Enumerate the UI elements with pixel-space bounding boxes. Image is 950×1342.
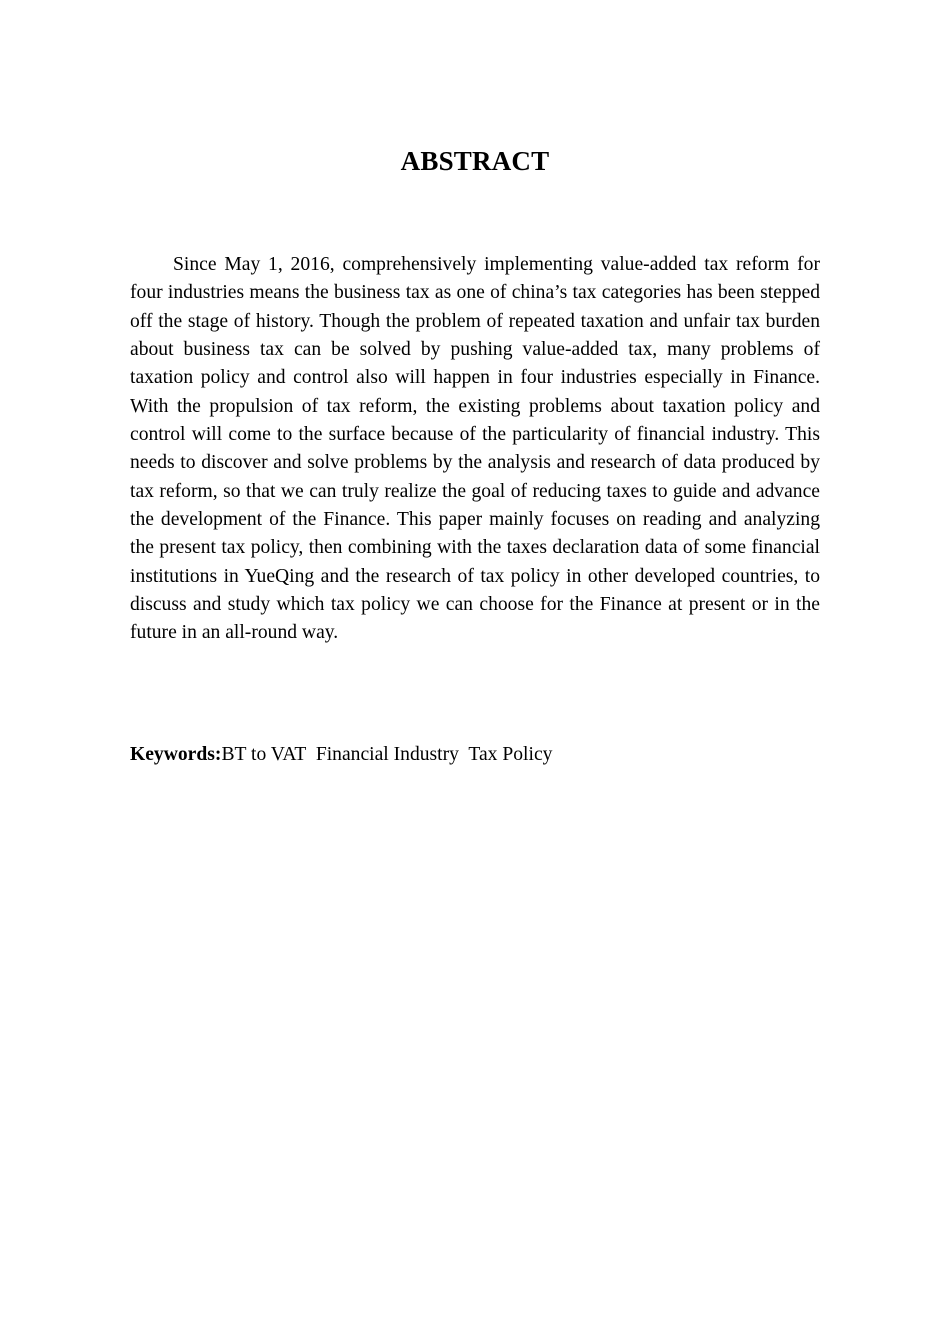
abstract-title: ABSTRACT — [400, 146, 550, 176]
keywords-line — [130, 741, 820, 769]
abstract-paragraph: Since May 1, 2016, comprehensively implementing value-added tax reform for four industries means the business tax as one of china’s tax categories has been stepped off the stage of history. Though the problem of repeated taxation and unfair tax burden about business tax can be solved by pushing value-added tax, many problems of taxation policy and control also will happen in four industries especially in Finance. With the propulsion of tax reform, the existing problems about taxation policy and control will come to the surface because of the particularity of financial industry. This needs to discover and solve problems by the analysis and research of data produced by tax reform, so that we can truly realize the goal of reducing taxes to guide and advance the development of the Finance. This paper mainly focuses on reading and analyzing the present tax policy, then combining with the taxes declaration data of some financial institutions in YueQing and the research of tax policy in other developed countries, to discuss and study which tax policy we can choose for the Finance at present or in the future in an all-round way. — [130, 254, 820, 644]
keywords-value: BT to VAT Financial Industry Tax Policy — [221, 744, 553, 765]
keywords-label: Keywords: — [130, 744, 222, 765]
